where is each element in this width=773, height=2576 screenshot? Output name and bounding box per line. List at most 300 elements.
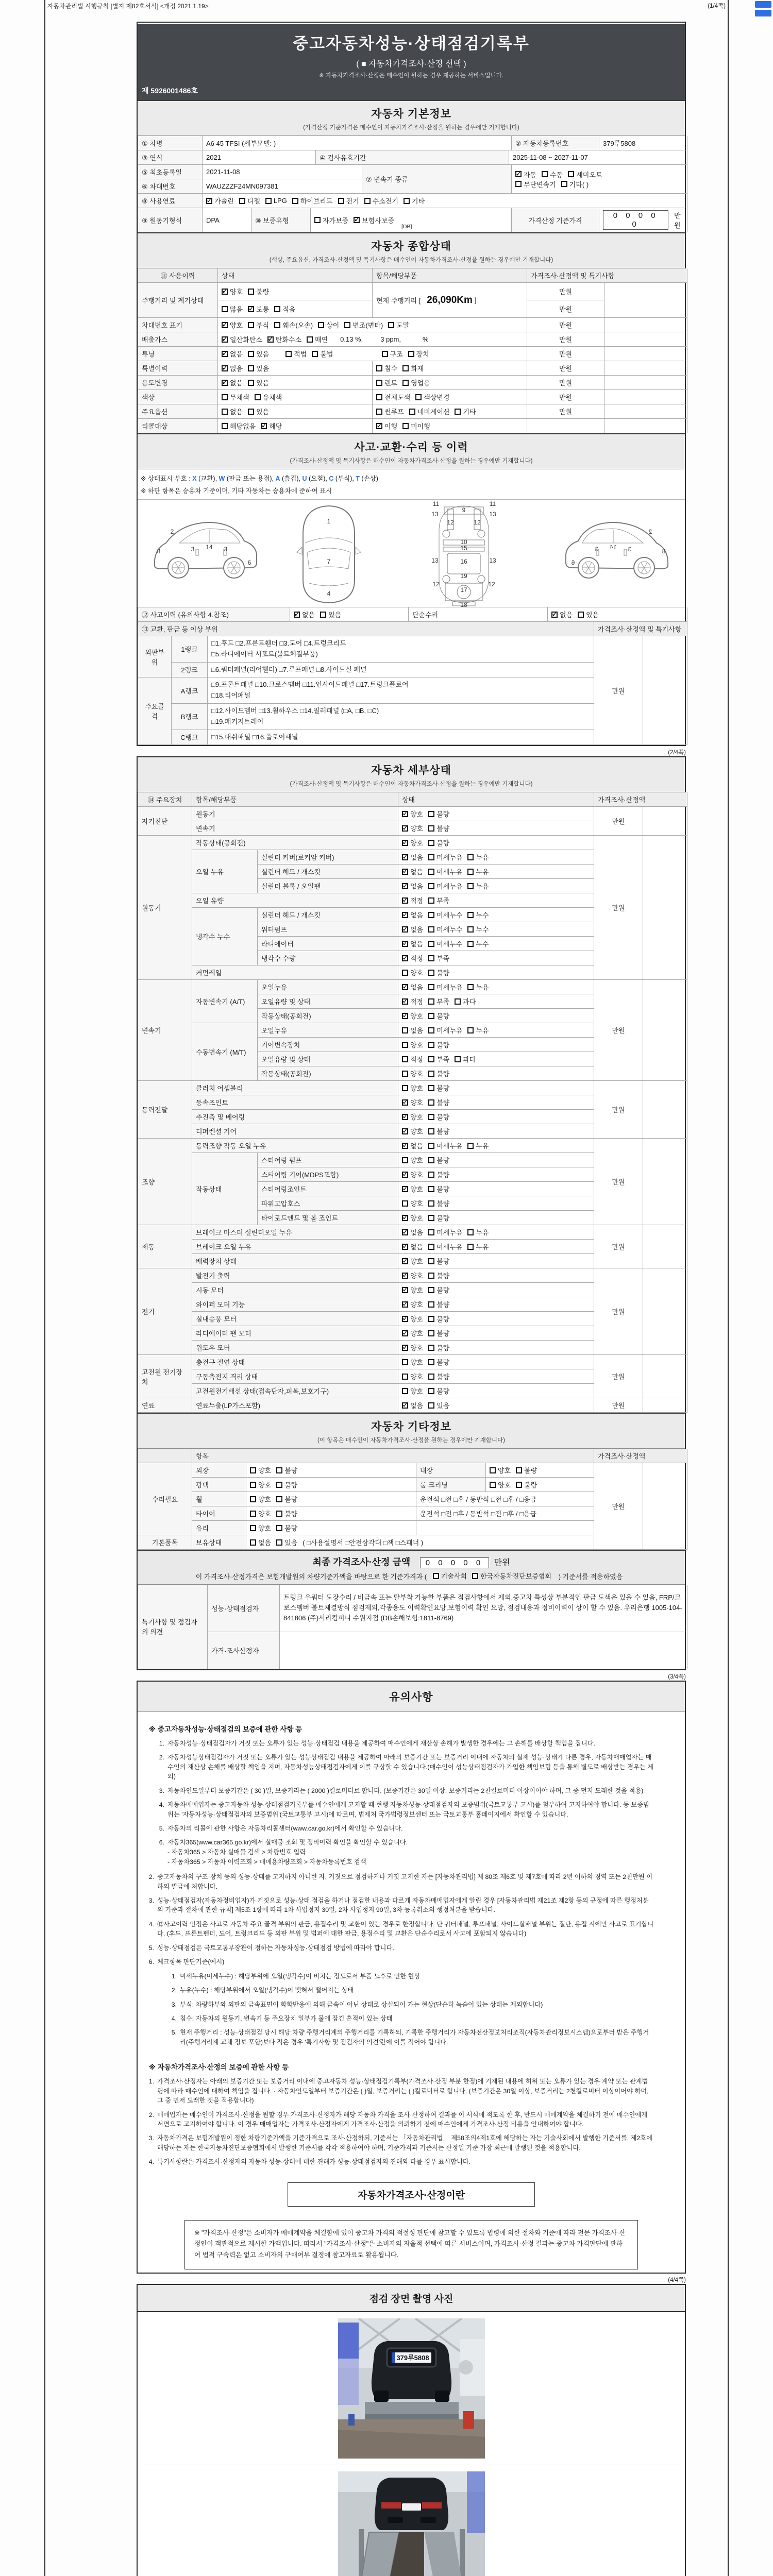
- checkbox-미세누유[interactable]: 미세누유: [428, 1141, 462, 1150]
- checkbox-양호[interactable]: 양호: [402, 1357, 423, 1367]
- notice-item: 3. 자동차인도일부터 보증기간은 ( 30 )일, 보증거리는 ( 2000 )킬로미터로 합니다. (보증기간은 30일 이상, 보증거리는 2천킬로미터 이상이어야 하며, 그 중 먼저 도래한 것을 적용): [159, 1787, 644, 1794]
- svg-text:1: 1: [327, 518, 331, 525]
- checkbox-적정[interactable]: 적정: [402, 1054, 423, 1064]
- device-item-label: 클러치 어셈블리: [192, 1081, 398, 1095]
- checkbox-미이행[interactable]: 미이행: [402, 421, 430, 431]
- checkbox-있음[interactable]: 있음: [248, 406, 269, 416]
- checkbox-불량[interactable]: 불량: [276, 1465, 297, 1475]
- price-cell: 만원: [527, 332, 604, 347]
- checkbox-미세누수[interactable]: 미세누수: [428, 924, 462, 934]
- checkbox-누유[interactable]: 누유: [467, 1227, 489, 1237]
- device-row: [258, 980, 594, 994]
- checkbox-불법[interactable]: 불법: [312, 349, 333, 359]
- checkbox-기술사회[interactable]: 기술사회: [433, 1571, 467, 1581]
- repair-item-label: 타이어: [192, 1506, 246, 1521]
- svg-text:2: 2: [170, 528, 174, 535]
- device-row: [258, 994, 594, 1009]
- device-state: [398, 1066, 594, 1081]
- device-row: [258, 1167, 594, 1182]
- checkbox-양호[interactable]: ✓ 양호: [402, 1256, 423, 1266]
- checkbox-양호[interactable]: ✓ 양호: [402, 1097, 423, 1107]
- checkbox-누수[interactable]: 누수: [467, 924, 489, 934]
- checkbox-보험사보증[interactable]: ✓ 보험사보증: [354, 215, 394, 225]
- device-item-label: 오일누유: [258, 1023, 398, 1038]
- checkbox-보통[interactable]: ✓ 보통: [248, 304, 269, 314]
- checkbox-불량[interactable]: 불량: [276, 1509, 297, 1518]
- svg-text:7: 7: [327, 558, 331, 565]
- checkbox-색상변경[interactable]: 색상변경: [415, 392, 449, 402]
- inspection-photo-rear: [338, 2471, 485, 2576]
- checkbox-적정[interactable]: ✓ 적정: [402, 895, 423, 905]
- checkbox-양호[interactable]: ✓ 양호: [402, 1314, 423, 1324]
- checkbox-양호[interactable]: ✓ 양호: [402, 1299, 423, 1309]
- device-row: [192, 1355, 594, 1369]
- checkbox-양호[interactable]: ✓ 양호: [402, 1343, 423, 1352]
- checkbox-없음[interactable]: ✓ 없음: [402, 982, 423, 992]
- item-cell: [373, 361, 527, 376]
- basic-items-row: [192, 1535, 594, 1550]
- checkbox-양호[interactable]: ✓ 양호: [402, 1170, 423, 1179]
- checkbox-불량[interactable]: 불량: [276, 1494, 297, 1504]
- remarks-cell: [643, 807, 687, 836]
- checkbox-훼손(오손)[interactable]: 훼손(오손): [274, 320, 313, 330]
- state-code-X: X: [192, 475, 197, 482]
- checkbox-불량[interactable]: 불량: [428, 1357, 449, 1367]
- law-reference-note: 자동차관리법 시행규칙 [별지 제82호서식] <개정 2021.1.19>: [47, 3, 209, 10]
- checkbox-미세누유[interactable]: 미세누유: [428, 1242, 462, 1251]
- checkbox-없음[interactable]: 없음: [402, 1025, 423, 1035]
- checkbox-유채색[interactable]: 유채색: [255, 392, 282, 402]
- checkbox-불량[interactable]: 불량: [276, 1523, 297, 1533]
- checkbox-불량[interactable]: 불량: [428, 1198, 449, 1208]
- device-item-label: 추진축 및 베어링: [192, 1110, 398, 1124]
- repair-state-2: [486, 1478, 594, 1492]
- checkbox-양호[interactable]: 양호: [250, 1494, 271, 1504]
- price-cell: 만원: [594, 836, 643, 980]
- checkbox-없음[interactable]: ✓ 없음: [402, 924, 423, 934]
- checkbox-구조[interactable]: 구조: [382, 349, 403, 359]
- repair-state: [246, 1506, 416, 1521]
- checkbox-불량[interactable]: 불량: [428, 1083, 449, 1093]
- group-basic-items: [138, 1535, 594, 1550]
- checkbox-불량[interactable]: 불량: [428, 1256, 449, 1266]
- state-code-W: W: [219, 475, 225, 482]
- remarks-cell: [643, 1398, 687, 1413]
- checkbox-한국자동차진단보증협회[interactable]: 한국자동차진단보증협회: [472, 1571, 551, 1581]
- checkbox-누유[interactable]: 누유: [467, 1242, 489, 1251]
- checkbox-영업용[interactable]: 영업용: [402, 378, 430, 387]
- checkbox-양호[interactable]: ✓ 양호: [402, 838, 423, 848]
- checkbox-미세누유[interactable]: 미세누유: [428, 1025, 462, 1035]
- checkbox-양호[interactable]: 양호: [402, 968, 423, 977]
- checkbox-양호[interactable]: ✓ 양호: [402, 1126, 423, 1136]
- row-차대번호 표기: [138, 318, 685, 332]
- device-row: [258, 1052, 594, 1066]
- checkbox-없음[interactable]: ✓ 없음: [222, 363, 243, 373]
- rank-items: □1.후드 □2.프론트휀더 □3.도어 □4.트렁크리드 □5.라디에이터 서포트(볼트체결부품): [208, 636, 594, 663]
- device-state: [398, 908, 594, 922]
- checkbox-양호[interactable]: 양호: [250, 1509, 271, 1518]
- checkbox-양호[interactable]: ✓ 양호: [222, 286, 243, 296]
- secondary-chip[interactable]: [755, 10, 771, 16]
- device-item-label: 오일유량 및 상태: [258, 994, 398, 1009]
- checkbox-불량[interactable]: 불량: [428, 1270, 449, 1280]
- panel-price-header: 가격조사·산정액 및 특기사항: [594, 622, 687, 636]
- checkbox-불량[interactable]: 불량: [428, 1069, 449, 1078]
- simple-repair-label: 단순수리: [409, 607, 548, 622]
- checkbox-양호[interactable]: ✓ 양호: [402, 809, 423, 819]
- checkbox-적정[interactable]: ✓ 적정: [402, 953, 423, 963]
- checkbox-렌트[interactable]: 렌트: [376, 378, 397, 387]
- panel-rank-row: [172, 704, 594, 730]
- device-item-label: 발전기 출력: [192, 1268, 398, 1283]
- checkbox-기타[interactable]: 기타: [455, 406, 476, 416]
- checkbox-불량[interactable]: 불량: [276, 1480, 297, 1489]
- device-item-label: 커먼레일: [192, 965, 398, 980]
- accident-title: 사고·교환·수리 등 이력: [354, 442, 468, 453]
- device-subgroup: [192, 850, 594, 893]
- notice-item: 1. 미세누유(미세누수) : 해당부위에 오일(냉각수)이 비치는 정도로서 부품 노후로 인한 현상: [171, 1972, 421, 1980]
- device-row: [258, 1009, 594, 1023]
- device-row: [192, 1369, 594, 1384]
- document-number: 제 5926001486호: [142, 87, 198, 95]
- device-row: [192, 1341, 594, 1355]
- device-row: [192, 1326, 594, 1341]
- col-state: 상태: [218, 268, 373, 283]
- state-code-C: C: [329, 475, 334, 482]
- checkbox-매연[interactable]: 매연: [307, 334, 328, 344]
- device-item-label: 등속조인트: [192, 1095, 398, 1110]
- checkbox-자동[interactable]: ✓ 자동: [515, 170, 536, 179]
- checkbox-있음[interactable]: 있음: [276, 1537, 297, 1547]
- checkbox-없음[interactable]: ✓ 없음: [402, 881, 423, 891]
- checkbox-없음[interactable]: 없음: [250, 1537, 271, 1547]
- repair-state: [246, 1521, 416, 1535]
- checkbox-없음[interactable]: ✓ 없음: [402, 939, 423, 948]
- checkbox-불량[interactable]: 불량: [428, 1299, 449, 1309]
- checkbox-불량[interactable]: 불량: [428, 1112, 449, 1122]
- checkbox-없음[interactable]: ✓ 없음: [551, 609, 573, 619]
- checkbox-불량[interactable]: 불량: [428, 1170, 449, 1179]
- checkbox-양호[interactable]: ✓ 양호: [402, 1112, 423, 1122]
- checkbox-미세누유[interactable]: 미세누유: [428, 852, 462, 862]
- checkbox-양호[interactable]: 양호: [250, 1465, 271, 1475]
- device-state: [398, 1384, 594, 1398]
- device-item-label: 고전원전기배선 상태(접속단자,피복,보호기구): [192, 1384, 398, 1398]
- checkbox-양호[interactable]: ✓ 양호: [402, 1328, 423, 1338]
- checkbox-세미오토[interactable]: 세미오토: [568, 170, 602, 179]
- checkbox-양호[interactable]: 양호: [490, 1465, 511, 1475]
- checkbox-불량[interactable]: 불량: [428, 1371, 449, 1381]
- svg-text:12: 12: [488, 581, 495, 588]
- checkbox-있음[interactable]: 있음: [248, 349, 269, 359]
- mileage-item: 현재 주행거리 [ 26,090Km ]: [373, 283, 527, 318]
- panel-rank-row: [172, 636, 594, 663]
- checkbox-누유[interactable]: 누유: [467, 1025, 489, 1035]
- price-cell: 만원: [527, 300, 604, 318]
- device-state: [398, 1341, 594, 1355]
- checkbox-없음[interactable]: ✓ 없음: [402, 1141, 423, 1150]
- checkbox-양호[interactable]: 양호: [402, 1040, 423, 1049]
- notice-item: 4. ⑫사고이력 인정은 사고로 자동차 주요 골격 부위의 판금, 용접수리 및 교환이 있는 경우로 한정합니다. 단 쿼터패널, 루프패널, 사이드실패널 부위는 절단, 용접 시에만 사고로 표기합니다. (후드, 프론트펜더, 도어, 트렁크리드 등 외판 부위 및 범퍼에 대한 판금, 용접수리 및 교환은 단순수리로서 사고에 포함되지 않습니다): [148, 1920, 654, 1938]
- remarks-cell: [604, 376, 687, 390]
- device-state: [398, 937, 594, 951]
- checkbox-양호[interactable]: 양호: [402, 1198, 423, 1208]
- checkbox-무채색[interactable]: 무채색: [222, 392, 249, 402]
- checkbox-부족[interactable]: 부족: [428, 895, 449, 905]
- state-wide-cell: [218, 347, 527, 361]
- svg-text:13: 13: [489, 511, 496, 518]
- checkbox-양호[interactable]: 양호: [250, 1523, 271, 1533]
- checkbox-미세누유[interactable]: 미세누유: [428, 1227, 462, 1237]
- checkbox-누유[interactable]: 누유: [467, 1141, 489, 1150]
- checkbox-부족[interactable]: 부족: [428, 1054, 449, 1064]
- state-cell: [218, 404, 373, 419]
- checkbox-장치[interactable]: 장치: [408, 349, 429, 359]
- checkbox-누유[interactable]: 누유: [467, 881, 489, 891]
- device-state: [398, 1355, 594, 1369]
- checkbox-양호[interactable]: 양호: [402, 1386, 423, 1396]
- checkbox-탄화수소[interactable]: ✓ 탄화수소: [267, 334, 301, 344]
- checkbox-있음[interactable]: 있음: [428, 1400, 449, 1410]
- svg-text:3: 3: [191, 546, 195, 553]
- checkbox-적음[interactable]: 적음: [274, 304, 295, 314]
- device-item-label: 구동축전지 격리 상태: [192, 1369, 398, 1384]
- device-row: [192, 1110, 594, 1124]
- checkbox-일산화탄소[interactable]: ✓ 일산화탄소: [222, 334, 262, 344]
- checkbox-불량[interactable]: 불량: [428, 968, 449, 977]
- checkbox-불량[interactable]: 불량: [428, 1126, 449, 1136]
- device-state: [398, 1052, 594, 1066]
- notice-item: 2. 자동차성능상태점검자가 거짓 또는 오류가 있는 성능상태점검 내용을 제공하여 아래의 보증기간 또는 보증거리 이내에 자동차의 실제 성능·상태가 다른 경우, 자동차매매업자는 매수인의 재산상 손해를 배상할 책임을 지며, 자동차성능상태점검자에게 이를 구상할 수 있습니다.(매수인이 성능상태점검자가 가입한 책임보험 등을 통해 별도로 배상받는 경우는 제외): [159, 1754, 653, 1781]
- checkbox-있음[interactable]: 있음: [320, 609, 341, 619]
- checkbox-부식[interactable]: 부식: [248, 320, 269, 330]
- device-item-label: 시동 모터: [192, 1283, 398, 1297]
- repair-state: [246, 1463, 416, 1478]
- checkbox-누유[interactable]: 누유: [467, 982, 489, 992]
- svg-text:13: 13: [431, 557, 439, 564]
- checkbox-양호[interactable]: 양호: [402, 1083, 423, 1093]
- device-row: [192, 1312, 594, 1326]
- checkbox-부족[interactable]: 부족: [428, 953, 449, 963]
- row-튜닝: [138, 347, 685, 361]
- checkbox-불량[interactable]: 불량: [428, 838, 449, 848]
- checkbox-미세누유[interactable]: 미세누유: [428, 867, 462, 876]
- panel-group-외판부위: [138, 636, 594, 677]
- checkbox-하이브리드[interactable]: 하이브리드: [292, 196, 333, 206]
- checkbox-이행[interactable]: ✓ 이행: [376, 421, 397, 431]
- checkbox-없음[interactable]: ✓ 없음: [402, 852, 423, 862]
- checkbox-양호[interactable]: 양호: [250, 1480, 271, 1489]
- checkbox-양호[interactable]: ✓ 양호: [402, 1184, 423, 1194]
- device-subgroup: [192, 1023, 594, 1081]
- checkbox-있음[interactable]: 있음: [248, 378, 269, 387]
- checkbox-해당없음[interactable]: 해당없음: [222, 421, 256, 431]
- field-engine-type-value: DPA: [203, 208, 251, 232]
- checkbox-없음[interactable]: ✓ 없음: [402, 867, 423, 876]
- repair-item-label: 외장: [192, 1463, 246, 1478]
- checkbox-양호[interactable]: 양호: [402, 1155, 423, 1165]
- checkbox-없음[interactable]: ✓ 없음: [294, 609, 315, 619]
- usage-row-label: 차대번호 표기: [138, 318, 218, 332]
- checkbox-기타[interactable]: 기타: [404, 196, 425, 206]
- checkbox-양호[interactable]: ✓ 양호: [402, 1011, 423, 1021]
- device-state: [398, 1240, 594, 1254]
- checkbox-화재[interactable]: 화재: [402, 363, 424, 373]
- remarks-cell: [604, 404, 687, 419]
- state-code-T: T: [356, 475, 360, 482]
- checkbox-무단변속기[interactable]: 무단변속기: [515, 179, 556, 189]
- checkbox-수소전기[interactable]: 수소전기: [364, 196, 398, 206]
- checkbox-불량[interactable]: 불량: [428, 1314, 449, 1324]
- basic-items-label: 기본품목: [138, 1535, 192, 1550]
- checkbox-디젤[interactable]: 디젤: [239, 196, 260, 206]
- photos-title: 점검 장면 촬영 사진: [138, 2285, 685, 2312]
- checkbox-양호[interactable]: 양호: [490, 1480, 511, 1489]
- notice-item: 3. 자동차가격은 보험개발원이 정한 차량기준가액을 기준가격으로 조사·산정하되, 기준서는 「자동차관리법」 제58조의4제1호에 해당하는 자는 기술사회에서 발행한 기준서를, 제2호에 해당하는 자는 한국자동차진단보증협회에서 발행한 기준서를 각각 적용하여야 하며, 기준가격과 기준서는 산정일 기준 가장 최근에 발행된 것을 적용합니다.: [148, 2134, 652, 2151]
- checkbox-상이[interactable]: 상이: [318, 320, 339, 330]
- device-row: [258, 937, 594, 951]
- rank-items: □6.쿼터패널(리어휀더) □7.루프패널 □8.사이드실 패널: [208, 663, 594, 678]
- checkbox-불량[interactable]: 불량: [428, 823, 449, 833]
- value-text: ) 기준서를 적용하였음: [557, 1572, 623, 1581]
- checkbox-불량[interactable]: 불량: [428, 1184, 449, 1194]
- final-price-note: [138, 1571, 685, 1581]
- checkbox-누유[interactable]: 누유: [467, 852, 489, 862]
- checkbox-불량[interactable]: 불량: [516, 1480, 537, 1489]
- checkbox-수동[interactable]: 수동: [542, 170, 563, 179]
- checkbox-양호[interactable]: ✓ 양호: [402, 1285, 423, 1295]
- device-item-label: 연료누출(LP가스포함): [192, 1398, 398, 1413]
- print-chip[interactable]: [755, 1, 771, 8]
- repair-detail-text: [416, 1521, 594, 1535]
- checkbox-적법[interactable]: 적법: [285, 349, 307, 359]
- row-특별이력: [138, 361, 685, 376]
- device-row: [192, 1283, 594, 1297]
- repair-detail-text: 운전석 □전 □후 / 동반석 □전 □후 / □응급: [416, 1506, 594, 1521]
- checkbox-전체도색[interactable]: 전체도색: [376, 392, 410, 402]
- device-item-label: 실린더 커버(로커암 커버): [258, 850, 398, 865]
- value-text: 이 가격조사·산정가격은 보험개발원의 차량기준가액을 바탕으로 한 기준가격과 (: [195, 1572, 429, 1581]
- device-group-변속기: [138, 980, 685, 1081]
- notice-heading-1: ※ 중고자동차성능·상태점검의 보증에 관한 사항 등: [149, 1725, 303, 1733]
- checkbox-양호[interactable]: ✓ 양호: [402, 823, 423, 833]
- checkbox-불량[interactable]: 불량: [428, 1285, 449, 1295]
- svg-text:2: 2: [648, 528, 652, 535]
- checkbox-없음[interactable]: 없음: [222, 406, 243, 416]
- device-group-제동: [138, 1225, 685, 1268]
- checkbox-양호[interactable]: ✓ 양호: [402, 1213, 423, 1223]
- checkbox-없음[interactable]: ✓ 없음: [222, 378, 243, 387]
- warranty-db-tag: [DB]: [401, 224, 412, 230]
- checkbox-없음[interactable]: ✓ 없음: [402, 1227, 423, 1237]
- notice-item: 2. 중고자동차의 구조·장치 등의 성능·상태를 고지하지 아니한 자, 거짓으로 점검하거나 거짓 고지한 자는 [자동차관리법] 제 80조 제6호 및 제7호에 따라 2년 이하의 징역 또는 2천만원 이하의 벌금에 처합니다.: [148, 1873, 653, 1890]
- checkbox-미세누수[interactable]: 미세누수: [428, 939, 462, 948]
- checkbox-없음[interactable]: ✓ 없음: [402, 1242, 423, 1251]
- checkbox-도말[interactable]: 도말: [388, 320, 409, 330]
- price-cell: 만원: [594, 1081, 643, 1139]
- checkbox-불량[interactable]: 불량: [428, 1040, 449, 1049]
- device-sub-label: 자동변속기 (A/T): [192, 980, 258, 1023]
- row-색상: [138, 390, 685, 404]
- remarks-cell: [643, 1463, 687, 1550]
- checkbox-없음[interactable]: ✓ 없음: [402, 1400, 423, 1410]
- checkbox-미세누유[interactable]: 미세누유: [428, 881, 462, 891]
- checkbox-불량[interactable]: 불량: [428, 1328, 449, 1338]
- checkbox-불량[interactable]: 불량: [248, 286, 269, 296]
- checkbox-불량[interactable]: 불량: [428, 1343, 449, 1352]
- checkbox-미세누유[interactable]: 미세누유: [428, 982, 462, 992]
- checkbox-양호[interactable]: ✓ 양호: [222, 320, 243, 330]
- device-row: [192, 836, 594, 850]
- checkbox-LPG[interactable]: LPG: [265, 197, 287, 205]
- device-state: [398, 1167, 594, 1182]
- checkbox-불량[interactable]: 불량: [428, 1097, 449, 1107]
- checkbox-양호[interactable]: ✓ 양호: [402, 1270, 423, 1280]
- checkbox-불량[interactable]: 불량: [428, 1386, 449, 1396]
- notices-title: 유의사항: [389, 1691, 433, 1703]
- checkbox-부족[interactable]: 부족: [428, 996, 449, 1006]
- price-cell: 만원: [527, 347, 604, 361]
- mileage-label: 주행거리 및 계기상태: [138, 283, 218, 318]
- svg-text:12: 12: [447, 519, 454, 526]
- checkbox-변조(변타)[interactable]: 변조(변타): [344, 320, 383, 330]
- checkbox-썬루프[interactable]: 썬루프: [376, 406, 404, 416]
- checkbox-있음[interactable]: 있음: [248, 363, 269, 373]
- device-state: [398, 1153, 594, 1167]
- base-price-label: 가격산정 기준가격: [512, 208, 599, 232]
- svg-text:14: 14: [206, 544, 213, 551]
- checkbox-기타( )[interactable]: 기타( ): [561, 179, 589, 189]
- checkbox-과다[interactable]: 과다: [455, 1054, 476, 1064]
- device-item-label: 브레이크 마스터 실린더오일 누유: [192, 1225, 398, 1240]
- checkbox-누수[interactable]: 누수: [467, 910, 489, 920]
- checkbox-양호[interactable]: 양호: [402, 1069, 423, 1078]
- device-row: [192, 1124, 594, 1139]
- price-survey-definition-title: 자동차가격조사·산정이란: [288, 2182, 535, 2207]
- notice-heading-2: ※ 자동차가격조사·산정의 보증에 관한 사항 등: [149, 2063, 289, 2072]
- checkbox-불량[interactable]: 불량: [428, 1011, 449, 1021]
- checkbox-침수[interactable]: 침수: [376, 363, 397, 373]
- checkbox-없음[interactable]: ✓ 없음: [222, 349, 243, 359]
- field-fuel-label: ⑧ 사용연료: [138, 194, 203, 208]
- checkbox-해당[interactable]: ✓ 해당: [261, 421, 282, 431]
- checkbox-미세누수[interactable]: 미세누수: [428, 910, 462, 920]
- checkbox-많음[interactable]: 많음: [222, 304, 243, 314]
- checkbox-누유[interactable]: 누유: [467, 867, 489, 876]
- checkbox-누수[interactable]: 누수: [467, 939, 489, 948]
- checkbox-불량[interactable]: 불량: [428, 1213, 449, 1223]
- checkbox-불량[interactable]: 불량: [428, 1155, 449, 1165]
- state-cell: [218, 376, 373, 390]
- checkbox-불량[interactable]: 불량: [516, 1465, 537, 1475]
- document-title: 중고자동차성능·상태점검기록부: [293, 35, 530, 53]
- checkbox-전기[interactable]: 전기: [338, 196, 359, 206]
- checkbox-네비게이션[interactable]: 네비게이션: [409, 406, 450, 416]
- col-blank: [138, 1449, 192, 1463]
- checkbox-자가보증[interactable]: 자가보증: [314, 215, 348, 225]
- checkbox-있음[interactable]: 있음: [578, 609, 599, 619]
- checkbox-양호[interactable]: 양호: [402, 1371, 423, 1381]
- checkbox-과다[interactable]: 과다: [455, 996, 476, 1006]
- checkbox-적정[interactable]: ✓ 적정: [402, 996, 423, 1006]
- checkbox-없음[interactable]: ✓ 없음: [402, 910, 423, 920]
- checkbox-불량[interactable]: 불량: [428, 809, 449, 819]
- repair-item-label-2: 내장: [416, 1463, 486, 1478]
- group-repair-needed: [138, 1463, 594, 1535]
- panel-rank-row: [172, 677, 594, 704]
- checkbox-가솔린[interactable]: ✓ 가솔린: [206, 196, 234, 206]
